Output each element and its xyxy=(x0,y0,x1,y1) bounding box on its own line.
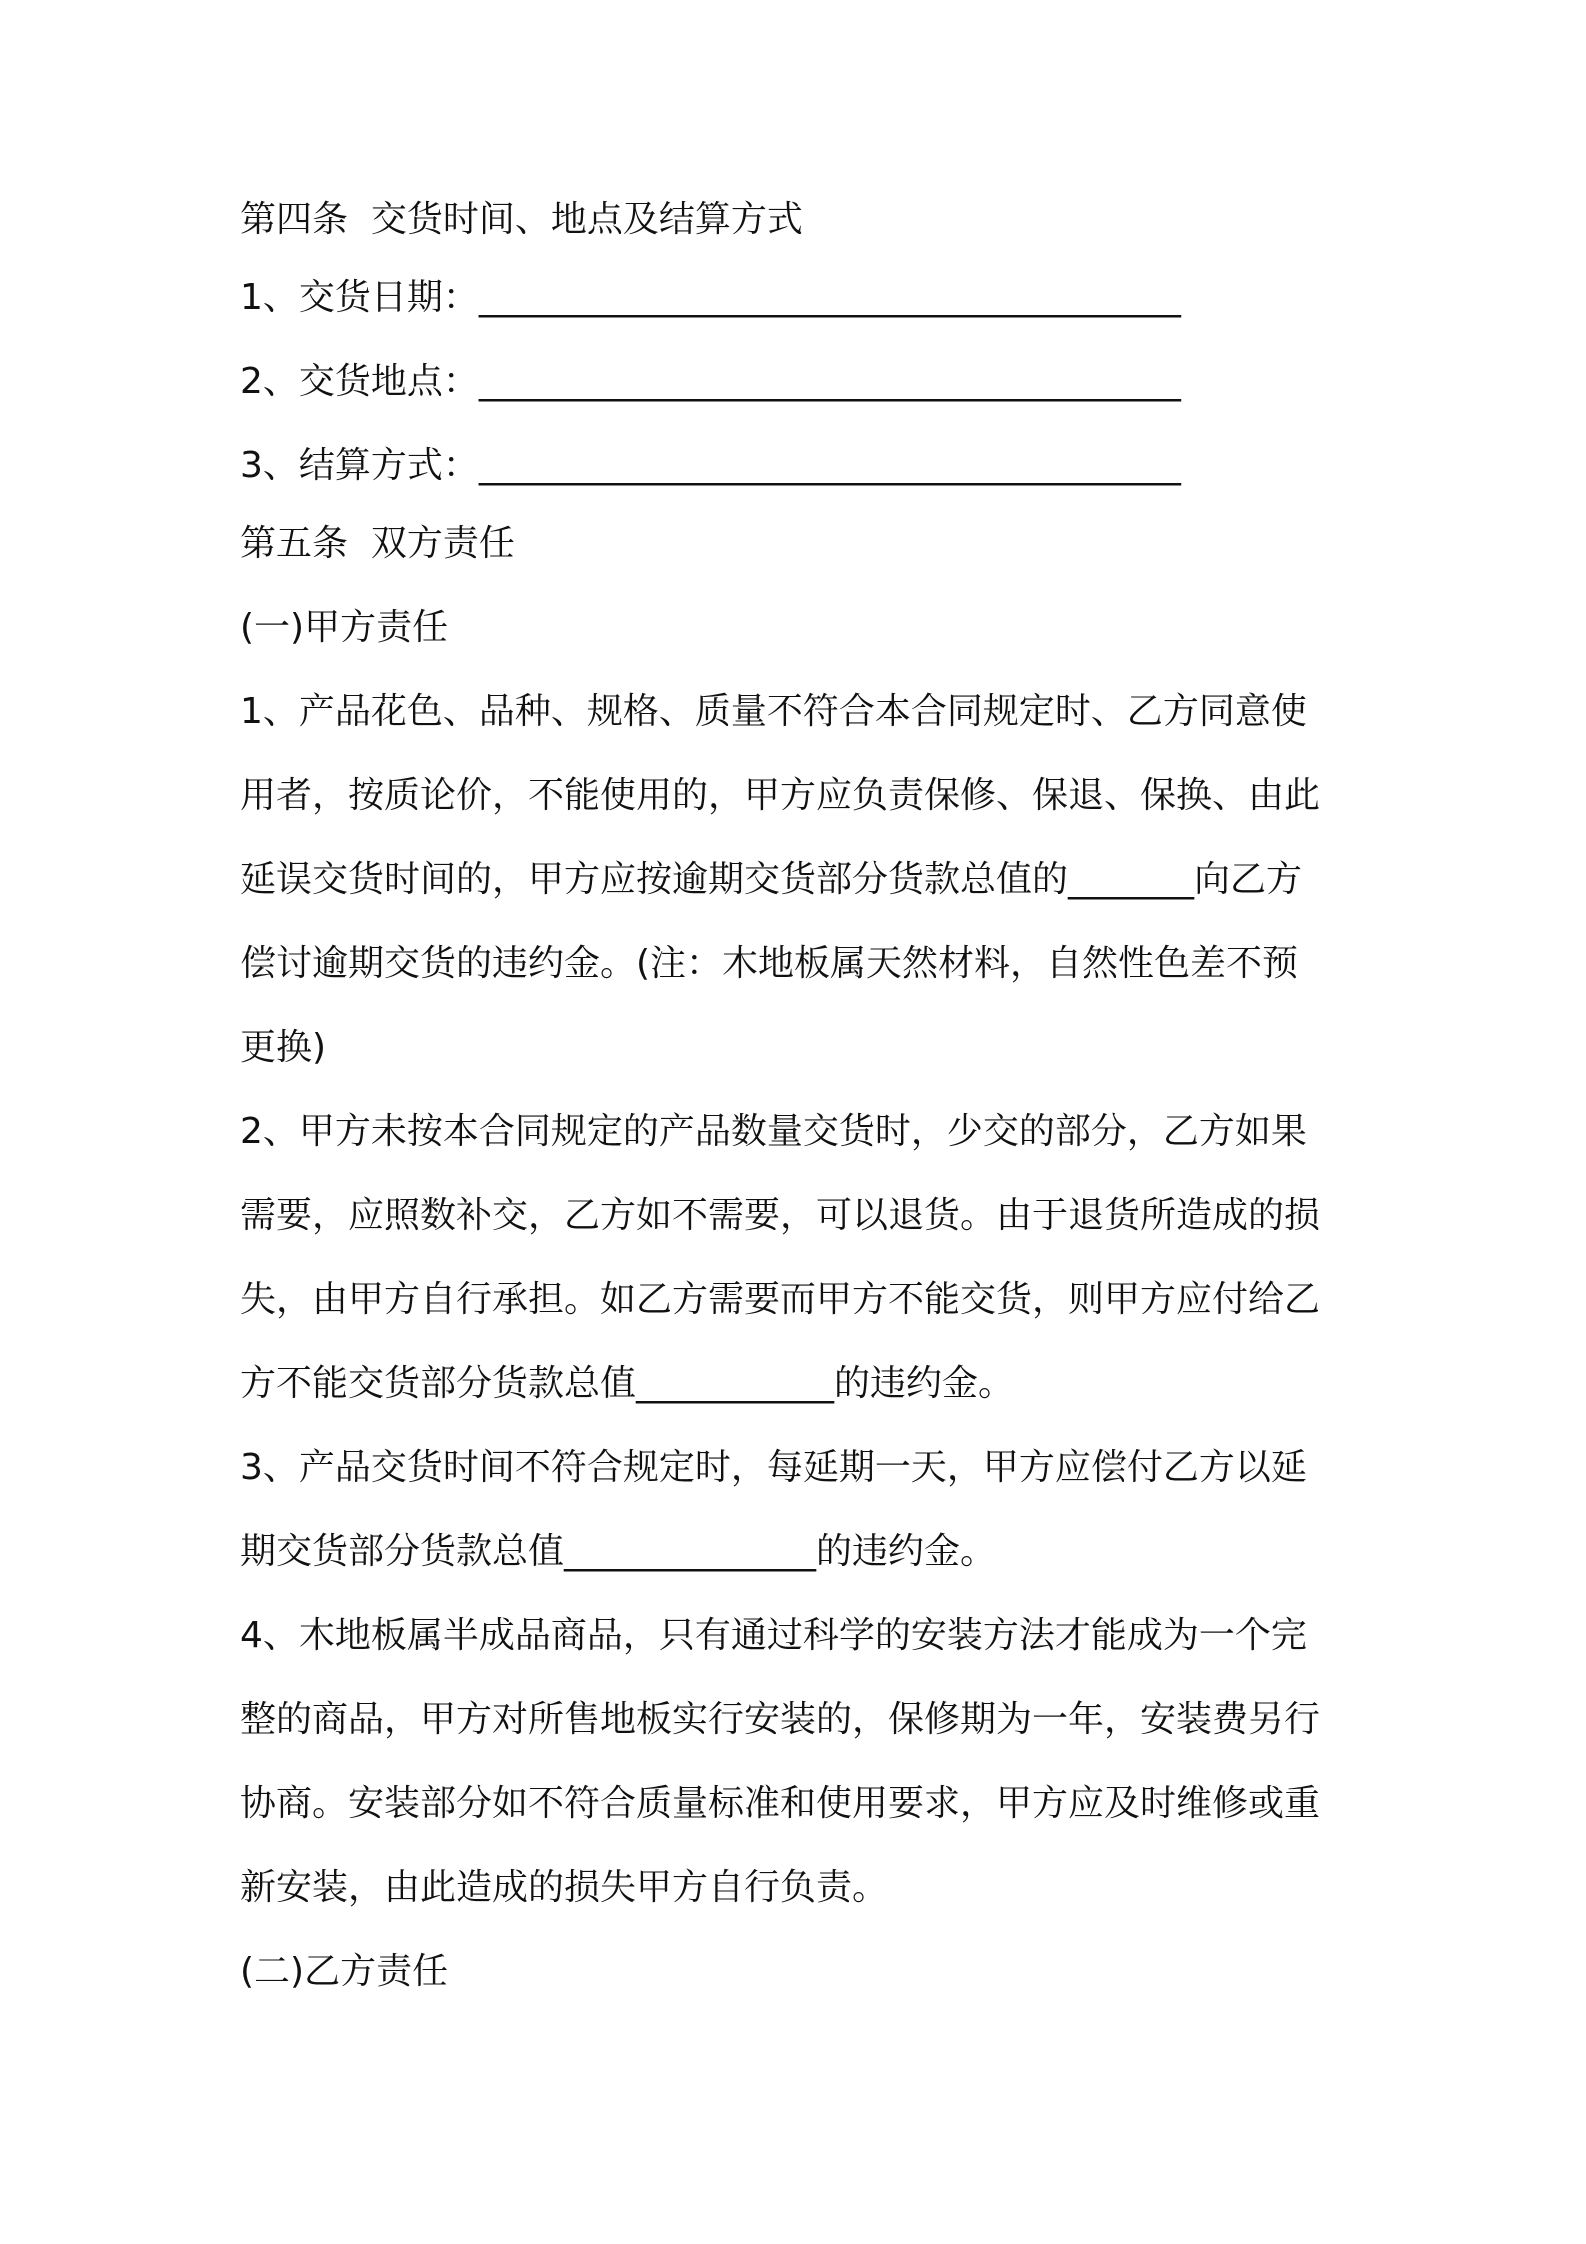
paragraph-line: 整的商品，甲方对所售地板实行安装的，保修期为一年，安装费另行 xyxy=(240,1699,1321,1740)
paragraph-line: 协商。安装部分如不符合质量标准和使用要求，甲方应及时维修或重 xyxy=(240,1783,1321,1824)
party-a-item-2 xyxy=(240,1107,1360,1409)
paragraph-line: 3、产品交货时间不符合规定时，每延期一天，甲方应偿付乙方以延 xyxy=(240,1447,1307,1488)
paragraph-line: 失，由甲方自行承担。如乙方需要而甲方不能交货，则甲方应付给乙 xyxy=(240,1279,1321,1320)
paragraph-line: 需要，应照数补交，乙方如不需要，可以退货。由于退货所造成的损 xyxy=(240,1195,1321,1236)
delivery-place-field: 2、交货地点：_______________________________________ xyxy=(240,361,1181,402)
paragraph-line: 4、木地板属半成品商品，只有通过科学的安装方法才能成为一个完 xyxy=(240,1615,1307,1656)
paragraph-line: 2、甲方未按本合同规定的产品数量交货时，少交的部分，乙方如果 xyxy=(240,1111,1307,1152)
party-a-item-1 xyxy=(240,687,1360,1073)
settlement-method-field: 3、结算方式：_______________________________________ xyxy=(240,445,1181,486)
paragraph-line: 期交货部分货款总值______________的违约金。 xyxy=(240,1531,997,1572)
paragraph-line: 偿讨逾期交货的违约金。(注：木地板属天然材料，自然性色差不预 xyxy=(240,943,1299,984)
party-a-heading: (一)甲方责任 xyxy=(240,607,449,648)
paragraph-line: 用者，按质论价，不能使用的，甲方应负责保修、保退、保换、由此 xyxy=(240,775,1321,816)
delivery-date-field: 1、交货日期：_______________________________________ xyxy=(240,277,1181,318)
party-b-heading: (二)乙方责任 xyxy=(240,1951,449,1992)
party-a-item-3 xyxy=(240,1443,1360,1577)
paragraph-line: 更换) xyxy=(240,1027,327,1068)
paragraph-line: 延误交货时间的，甲方应按逾期交货部分货款总值的_______向乙方 xyxy=(240,859,1303,900)
document-body xyxy=(240,195,1360,2031)
article-5-heading: 第五条 双方责任 xyxy=(240,523,515,564)
party-a-item-4 xyxy=(240,1611,1360,1913)
paragraph-line: 新安装，由此造成的损失甲方自行负责。 xyxy=(240,1867,889,1908)
paragraph-line: 方不能交货部分货款总值___________的违约金。 xyxy=(240,1363,1015,1404)
paragraph-line: 1、产品花色、品种、规格、质量不符合本合同规定时、乙方同意使 xyxy=(240,691,1307,732)
article-4-heading: 第四条 交货时间、地点及结算方式 xyxy=(240,199,803,240)
